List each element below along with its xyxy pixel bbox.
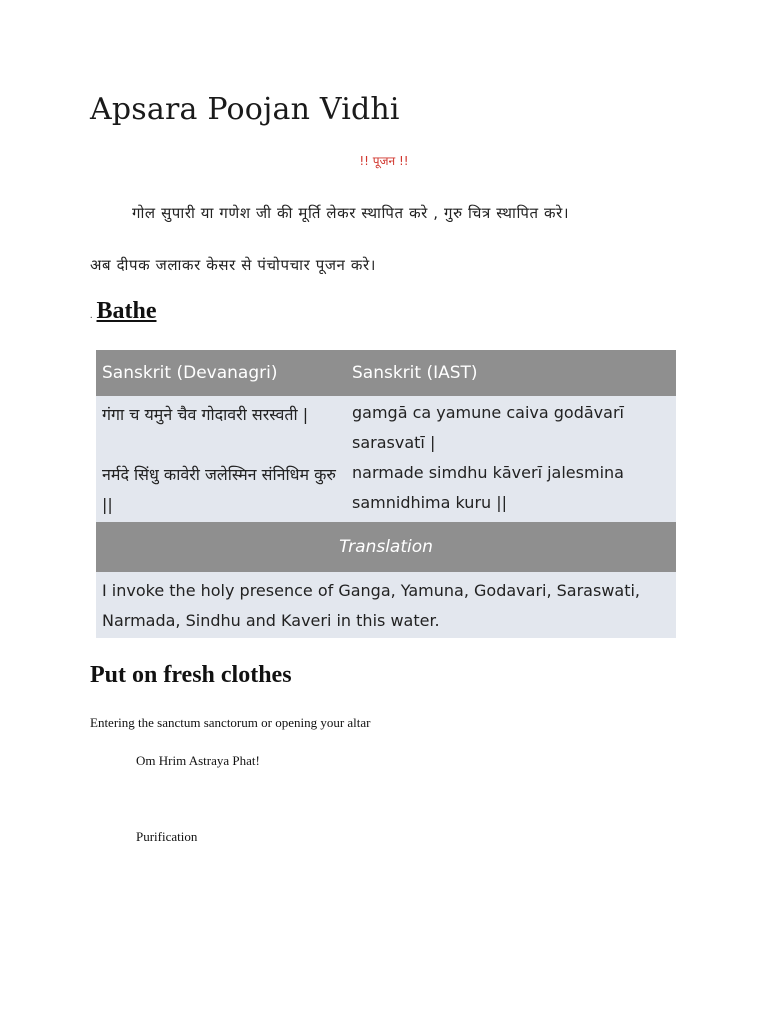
bathe-heading: Bathe (96, 298, 157, 324)
pujan-subtitle: !! पूजन !! (359, 154, 409, 168)
header-iast: Sanskrit (IAST) (352, 363, 478, 383)
bathe-heading-wrap (90, 298, 157, 325)
table-header-row (96, 350, 676, 396)
fresh-clothes-heading: Put on fresh clothes (90, 662, 292, 688)
altar-paragraph: Entering the sanctum sanctorum or opening your altar (90, 715, 371, 730)
translation-text: I invoke the holy presence of Ganga, Yamuna, Godavari, Saraswati, Narmada, Sindhu and Kaveri in this water. (102, 581, 641, 630)
mantra-line: Om Hrim Astraya Phat! (136, 753, 260, 768)
devanagari-verse-2: नर्मदे सिंधु कावेरी जलेस्मिन संनिधिम कुरु || (102, 465, 336, 514)
devanagari-verse-1: गंगा च यमुने चैव गोदावरी सरस्वती | (102, 405, 309, 424)
bullet-dot: . (90, 310, 93, 321)
translation-row (96, 572, 676, 638)
mantra-table (96, 350, 676, 638)
hindi-instruction-line-1: गोल सुपारी या गणेश जी की मूर्ति लेकर स्थापित करे , गुरु चित्र स्थापित करे। (132, 204, 570, 222)
hindi-instruction-line-2: अब दीपक जलाकर केसर से पंचोपचार पूजन करे। (90, 256, 376, 274)
page-title: Apsara Poojan Vidhi (90, 92, 400, 127)
translation-header: Translation (339, 537, 433, 557)
purification-label: Purification (136, 829, 198, 844)
translation-header-row (96, 522, 676, 572)
table-mantra-row (96, 396, 676, 522)
iast-verse-1: gamgā ca yamune caiva godāvarī sarasvatī | (352, 403, 624, 452)
iast-verse-2: narmade simdhu kāverī jalesmina samnidhima kuru || (352, 463, 624, 512)
header-devanagari: Sanskrit (Devanagri) (102, 363, 278, 383)
